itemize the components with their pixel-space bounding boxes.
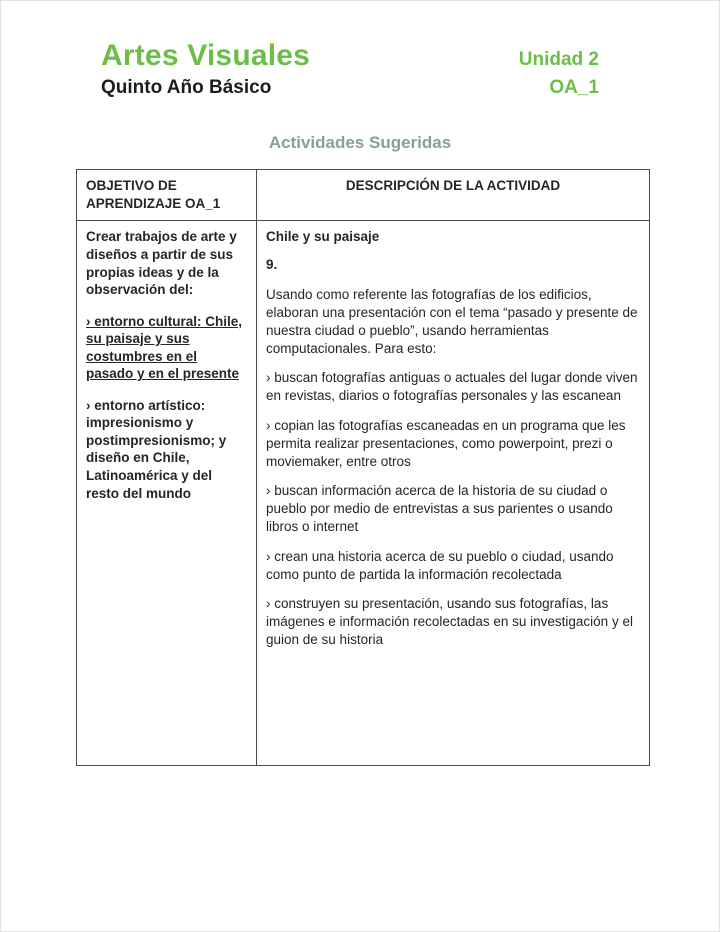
table-body xyxy=(77,221,650,766)
activity-intro: Usando como referente las fotografías de los edificios, elaboran una presentación con el tema “pasado y presente de nuestra ciudad o pueblo”, usando herramientas computacionales. Para esto: xyxy=(266,287,638,356)
header-line-1 xyxy=(1,39,719,73)
col-header-objective: OBJETIVO DE APRENDIZAJE OA_1 xyxy=(77,170,257,221)
activity-number: 9. xyxy=(266,257,278,273)
activity-bullet-5: › construyen su presentación, usando sus fotografías, las imágenes e información recolectadas en su investigación y el guion de su historia xyxy=(266,596,633,648)
objective-item-cultural: › entorno cultural: Chile, su paisaje y sus costumbres en el pasado y en el presente xyxy=(86,313,243,382)
activity-cell xyxy=(257,221,650,766)
doc-title: Artes Visuales xyxy=(101,39,311,72)
unit-label: Unidad 2 xyxy=(518,49,599,70)
activity-heading: Chile y su paisaje xyxy=(266,229,380,245)
activity-bullet-2: › copian las fotografías escaneadas en un programa que les permita realizar presentaciones, como powerpoint, prezi o moviemaker, entre otros xyxy=(266,417,626,469)
objective-intro: Crear trabajos de arte y diseños a partir de sus propias ideas y de la observación del: xyxy=(86,229,237,298)
section-title: Actividades Sugeridas xyxy=(268,133,452,152)
objective-cell xyxy=(77,221,257,766)
table-row xyxy=(77,221,650,766)
document-header xyxy=(1,1,719,99)
activities-table xyxy=(76,169,650,766)
oa-label: OA_1 xyxy=(549,77,599,98)
doc-subtitle: Quinto Año Básico xyxy=(101,77,272,98)
activity-bullet-1: › buscan fotografías antiguas o actuales del lugar donde viven en revistas, diarios o fotografías personales y las escanean xyxy=(266,370,638,404)
activity-bullet-4: › crean una historia acerca de su pueblo o ciudad, usando como punto de partida la información recolectada xyxy=(266,548,614,582)
activity-bullet-3: › buscan información acerca de la historia de su ciudad o pueblo por medio de entrevistas a sus parientes o usando libros o internet xyxy=(266,483,613,534)
table-header-row xyxy=(77,170,650,221)
objective-item-artistic: › entorno artístico: impresionismo y postimpresionismo; y diseño en Chile, Latinoamérica y del resto del mundo xyxy=(86,397,227,501)
col-header-description: DESCRIPCIÓN DE LA ACTIVIDAD xyxy=(257,170,650,221)
header-line-2 xyxy=(1,73,719,99)
table-head xyxy=(77,170,650,221)
